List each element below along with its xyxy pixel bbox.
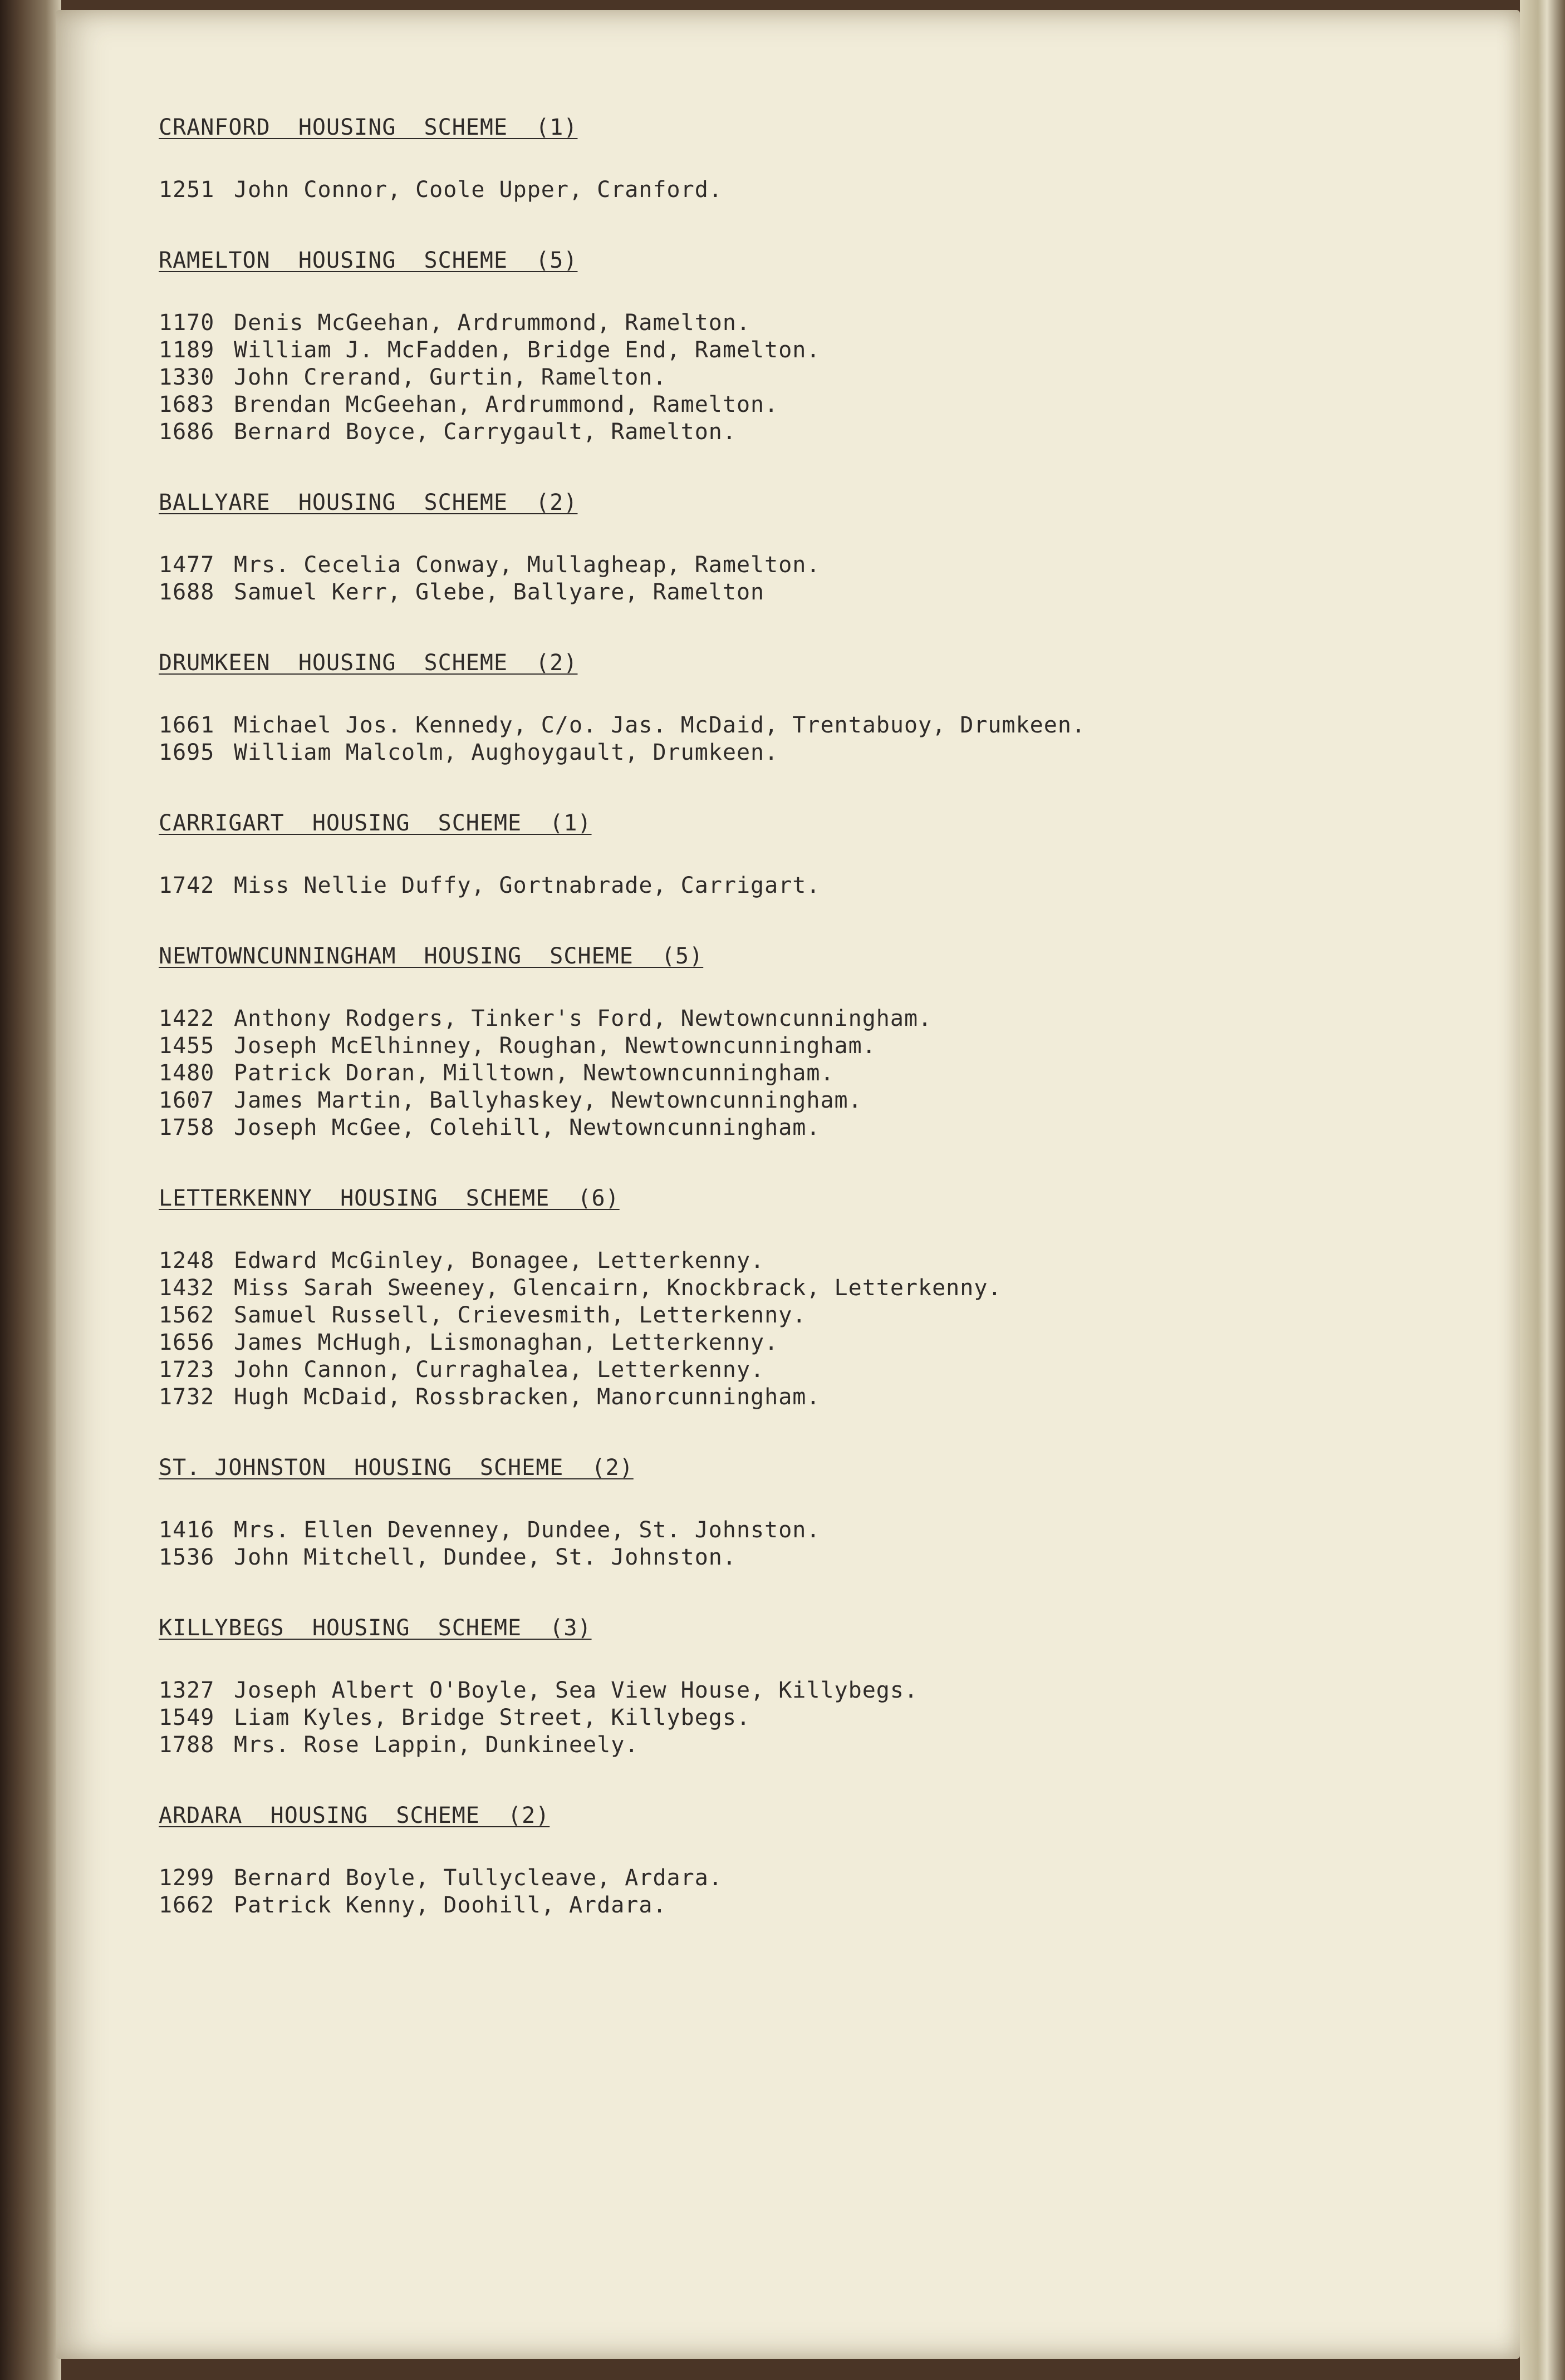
section-ballyare (159, 489, 1384, 606)
entry-number: 1327 (159, 1678, 215, 1703)
entry-text: Hugh McDaid, Rossbracken, Manorcunningham. (234, 1384, 821, 1410)
list-item (159, 1544, 1384, 1571)
section-st-johnston (159, 1454, 1384, 1571)
list-item (159, 176, 1384, 204)
list-item (159, 712, 1384, 739)
section-carrigart (159, 810, 1384, 899)
entry-number: 1788 (159, 1732, 215, 1758)
entry-number: 1248 (159, 1248, 215, 1273)
entry-number: 1686 (159, 419, 215, 445)
entry-number: 1562 (159, 1302, 215, 1328)
list-item (159, 872, 1384, 899)
book-spine (0, 0, 61, 2380)
list-item (159, 1892, 1384, 1919)
entry-text: Edward McGinley, Bonagee, Letterkenny. (234, 1248, 765, 1273)
entry-text: John Mitchell, Dundee, St. Johnston. (234, 1545, 737, 1570)
entry-number: 1477 (159, 552, 215, 578)
page-edge (1520, 0, 1565, 2380)
entry-number: 1455 (159, 1033, 215, 1059)
entry-text: Denis McGeehan, Ardrummond, Ramelton. (234, 310, 751, 336)
entry-number: 1656 (159, 1330, 215, 1355)
list-item (159, 1356, 1384, 1384)
entry-number: 1416 (159, 1517, 215, 1543)
entry-number: 1330 (159, 365, 215, 390)
entry-text: Joseph McElhinney, Roughan, Newtowncunningham. (234, 1033, 876, 1059)
list-item (159, 309, 1384, 337)
list-item (159, 1005, 1384, 1032)
entry-text: Bernard Boyle, Tullycleave, Ardara. (234, 1865, 723, 1891)
entry-number: 1189 (159, 337, 215, 363)
entry-text: Mrs. Cecelia Conway, Mullagheap, Ramelton. (234, 552, 821, 578)
entry-number: 1695 (159, 740, 215, 765)
entry-text: Brendan McGeehan, Ardrummond, Ramelton. (234, 392, 779, 417)
list-item (159, 579, 1384, 606)
entry-text: John Connor, Coole Upper, Cranford. (234, 177, 723, 203)
list-item (159, 1677, 1384, 1704)
entry-text: William J. McFadden, Bridge End, Ramelton. (234, 337, 821, 363)
section-heading: CARRIGART HOUSING SCHEME (1) (159, 810, 592, 836)
section-heading: ST. JOHNSTON HOUSING SCHEME (2) (159, 1455, 634, 1481)
section-heading: CRANFORD HOUSING SCHEME (1) (159, 115, 578, 140)
section-letterkenny (159, 1185, 1384, 1411)
list-item (159, 1087, 1384, 1114)
entry-text: Samuel Kerr, Glebe, Ballyare, Ramelton (234, 579, 765, 605)
section-heading: DRUMKEEN HOUSING SCHEME (2) (159, 650, 578, 676)
list-item (159, 1865, 1384, 1892)
section-cranford (159, 114, 1384, 204)
section-killybegs (159, 1615, 1384, 1759)
list-item (159, 1275, 1384, 1302)
entry-number: 1742 (159, 873, 215, 898)
entry-text: Patrick Kenny, Doohill, Ardara. (234, 1892, 667, 1918)
entry-text: Anthony Rodgers, Tinker's Ford, Newtowncunningham. (234, 1006, 933, 1031)
section-ardara (159, 1802, 1384, 1919)
entry-number: 1661 (159, 712, 215, 738)
entry-text: Miss Nellie Duffy, Gortnabrade, Carrigart. (234, 873, 821, 898)
entry-number: 1432 (159, 1275, 215, 1301)
list-item (159, 1384, 1384, 1411)
entry-text: John Cannon, Curraghalea, Letterkenny. (234, 1357, 765, 1383)
entry-number: 1422 (159, 1006, 215, 1031)
section-drumkeen (159, 650, 1384, 766)
entry-number: 1732 (159, 1384, 215, 1410)
entry-number: 1536 (159, 1545, 215, 1570)
section-heading: KILLYBEGS HOUSING SCHEME (3) (159, 1615, 592, 1641)
entry-number: 1683 (159, 392, 215, 417)
entry-number: 1723 (159, 1357, 215, 1383)
entry-text: Miss Sarah Sweeney, Glencairn, Knockbrack, Letterkenny. (234, 1275, 1002, 1301)
section-heading: ARDARA HOUSING SCHEME (2) (159, 1803, 550, 1828)
entry-number: 1688 (159, 579, 215, 605)
entry-number: 1480 (159, 1060, 215, 1086)
list-item (159, 1114, 1384, 1142)
list-item (159, 552, 1384, 579)
section-heading: RAMELTON HOUSING SCHEME (5) (159, 248, 578, 273)
list-item (159, 419, 1384, 446)
list-item (159, 1032, 1384, 1060)
list-item (159, 1329, 1384, 1356)
housing-schemes-list (159, 114, 1384, 1919)
entry-number: 1758 (159, 1115, 215, 1140)
entry-text: Mrs. Ellen Devenney, Dundee, St. Johnston. (234, 1517, 821, 1543)
list-item (159, 364, 1384, 391)
section-ramelton (159, 247, 1384, 446)
list-item (159, 391, 1384, 419)
section-heading: LETTERKENNY HOUSING SCHEME (6) (159, 1186, 620, 1211)
entry-text: Samuel Russell, Crievesmith, Letterkenny. (234, 1302, 807, 1328)
entry-text: Mrs. Rose Lappin, Dunkineely. (234, 1732, 639, 1758)
section-newtowncunningham (159, 943, 1384, 1142)
entry-text: John Crerand, Gurtin, Ramelton. (234, 365, 667, 390)
entry-number: 1549 (159, 1705, 215, 1730)
entry-text: Michael Jos. Kennedy, C/o. Jas. McDaid, Trentabuoy, Drumkeen. (234, 712, 1086, 738)
entry-text: James Martin, Ballyhaskey, Newtowncunningham. (234, 1088, 862, 1113)
list-item (159, 337, 1384, 364)
list-item (159, 1302, 1384, 1329)
entry-text: James McHugh, Lismonaghan, Letterkenny. (234, 1330, 779, 1355)
entry-text: Joseph Albert O'Boyle, Sea View House, Killybegs. (234, 1678, 919, 1703)
list-item (159, 1517, 1384, 1544)
entry-text: Bernard Boyce, Carrygault, Ramelton. (234, 419, 737, 445)
entry-number: 1299 (159, 1865, 215, 1891)
entry-number: 1607 (159, 1088, 215, 1113)
entry-text: Liam Kyles, Bridge Street, Killybegs. (234, 1705, 751, 1730)
entry-text: William Malcolm, Aughoygault, Drumkeen. (234, 740, 779, 765)
entry-number: 1251 (159, 177, 215, 203)
entry-number: 1662 (159, 1892, 215, 1918)
entry-number: 1170 (159, 310, 215, 336)
list-item (159, 1704, 1384, 1732)
list-item (159, 1060, 1384, 1087)
list-item (159, 1247, 1384, 1275)
entry-text: Patrick Doran, Milltown, Newtowncunningham. (234, 1060, 835, 1086)
section-heading: NEWTOWNCUNNINGHAM HOUSING SCHEME (5) (159, 943, 704, 969)
list-item (159, 739, 1384, 766)
list-item (159, 1732, 1384, 1759)
section-heading: BALLYARE HOUSING SCHEME (2) (159, 490, 578, 515)
entry-text: Joseph McGee, Colehill, Newtowncunningham. (234, 1115, 821, 1140)
